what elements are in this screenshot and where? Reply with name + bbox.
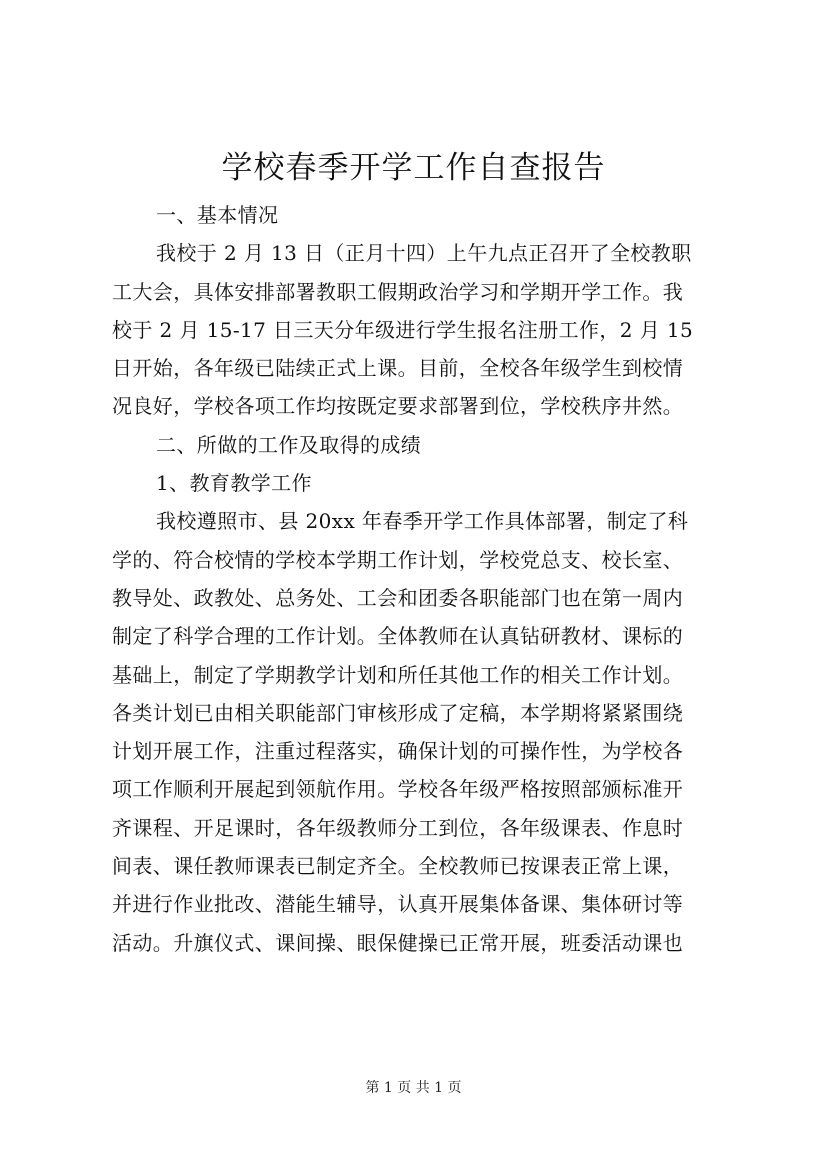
paragraph-line: 工大会，具体安排部署教职工假期政治学习和学期开学工作。我 — [112, 279, 684, 304]
paragraph-line: 活动。升旗仪式、课间操、眼保健操已正常开展，班委活动课也 — [112, 930, 684, 955]
document-body — [112, 196, 740, 962]
paragraph-line: 并进行作业批改、潜能生辅导，认真开展集体备课、集体研讨等 — [112, 892, 684, 917]
paragraph-line: 制定了科学合理的工作计划。全体教师在认真钻研教材、课标的 — [112, 624, 684, 649]
paragraph-line: 基础上，制定了学期教学计划和所任其他工作的相关工作计划。 — [112, 662, 684, 687]
paragraph-line: 间表、课任教师课表已制定齐全。全校教师已按课表正常上课， — [112, 854, 684, 879]
paragraph-line: 况良好，学校各项工作均按既定要求部署到位，学校秩序井然。 — [112, 394, 684, 419]
paragraph-line: 学的、符合校情的学校本学期工作计划，学校党总支、校长室、 — [112, 547, 684, 572]
paragraph-line: 各类计划已由相关职能部门审核形成了定稿，本学期将紧紧围绕 — [112, 700, 684, 725]
paragraph-line: 齐课程、开足课时，各年级教师分工到位，各年级课表、作息时 — [112, 815, 684, 840]
subsection-heading: 1、教育教学工作 — [156, 471, 312, 496]
document-title: 学校春季开学工作自查报告 — [221, 150, 606, 186]
paragraph-line: 计划开展工作，注重过程落实，确保计划的可操作性，为学校各 — [112, 739, 684, 764]
paragraph-line: 项工作顺利开展起到领航作用。学校各年级严格按照部颁标准开 — [112, 777, 684, 802]
page-number-footer: 第 1 页 共 1 页 — [365, 1080, 462, 1096]
paragraph-line: 教导处、政教处、总务处、工会和团委各职能部门也在第一周内 — [112, 585, 684, 610]
paragraph-line: 我校遵照市、县 20xx 年春季开学工作具体部署，制定了科 — [156, 509, 689, 534]
paragraph-line: 校于 2 月 15-17 日三天分年级进行学生报名注册工作，2 月 15 — [112, 317, 694, 342]
section-heading: 一、基本情况 — [156, 203, 279, 227]
section-heading: 二、所做的工作及取得的成绩 — [156, 432, 422, 457]
paragraph-line: 我校于 2 月 13 日（正月十四）上午九点正召开了全校教职 — [156, 241, 692, 266]
paragraph-line: 日开始，各年级已陆续正式上课。目前，全校各年级学生到校情 — [112, 356, 684, 381]
